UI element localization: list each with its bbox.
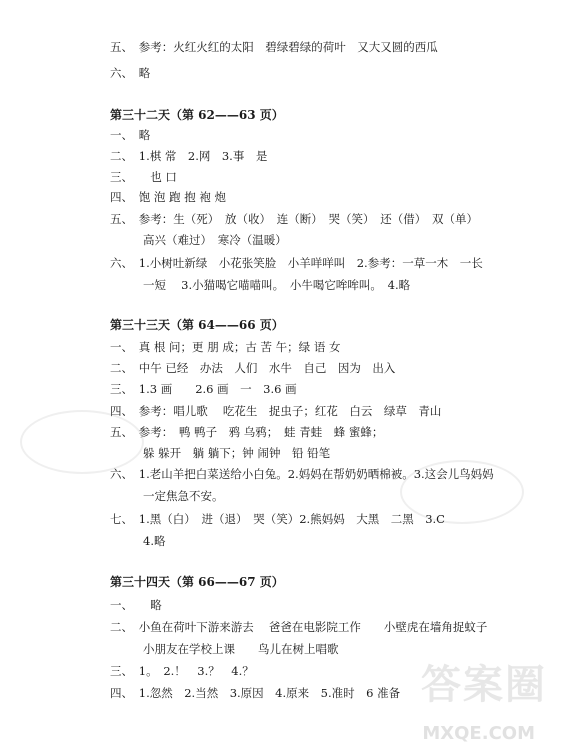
- day-33-q5-cont: 躲 躲开 躺 躺下；钟 闹钟 铅 铅笔: [143, 446, 331, 460]
- day-32-q5: 五、 参考：生（死） 放（收） 连（断） 哭（笑） 还（借） 双（单）: [110, 212, 478, 226]
- day-32-q3: 三、 也 口: [110, 170, 177, 184]
- day-34-heading: 第三十四天（第 66——67 页）: [110, 575, 284, 589]
- line-6-skip: 六、 略: [110, 66, 151, 80]
- day-33-q2: 二、 中午 已经 办法 人们 水牛 自己 因为 出入: [110, 361, 396, 375]
- watermark-stamp-right: [400, 460, 524, 524]
- day-32-q6: 六、 1.小树吐新绿 小花张笑脸 小羊咩咩叫 2.参考：一草一木 一长: [110, 256, 483, 270]
- day-33-q4: 四、 参考：唱儿歌 吃花生 捉虫子；红花 白云 绿草 青山: [110, 404, 442, 418]
- day-33-q7-cont: 4.略: [143, 534, 166, 548]
- day-34-q1: 一、 略: [110, 598, 162, 612]
- watermark-logo: 答案圈: [421, 662, 547, 708]
- day-32-q1: 一、 略: [110, 128, 151, 142]
- day-34-q3: 三、 1。 2.！ 3.？ 4.？: [110, 664, 254, 678]
- day-32-q2: 二、 1.棋 常 2.网 3.事 是: [110, 149, 268, 163]
- day-32-q6-cont: 一短 3.小猫喝它喵喵叫。 小牛喝它哞哞叫。 4.略: [143, 278, 411, 292]
- day-33-q6: 六、 1.老山羊把白菜送给小白兔。2.妈妈在帮奶奶晒棉被。3.这会儿鸟妈妈: [110, 467, 494, 481]
- line-5-adjectives: 五、 参考：火红火红的太阳 碧绿碧绿的荷叶 又大又圆的西瓜: [110, 40, 438, 54]
- day-34-q2-cont: 小朋友在学校上课 鸟儿在树上唱歌: [143, 642, 339, 656]
- day-33-q1: 一、 真 根 问；更 朋 成；古 苦 午；绿 语 女: [110, 340, 341, 354]
- day-32-heading: 第三十二天（第 62——63 页）: [110, 108, 284, 122]
- day-33-q6-cont: 一定焦急不安。: [143, 489, 224, 503]
- watermark-site: MXQE.COM: [422, 723, 535, 744]
- day-34-q2: 二、 小鱼在荷叶下游来游去 爸爸在电影院工作 小壁虎在墙角捉蚊子: [110, 620, 488, 634]
- day-32-q4: 四、 饱 泡 跑 抱 袍 炮: [110, 190, 227, 204]
- day-33-q3: 三、 1.3 画 2.6 画 一 3.6 画: [110, 382, 297, 396]
- day-33-q7: 七、 1.黑（白） 进（退） 哭（笑）2.熊妈妈 大黑 二黑 3.C: [110, 512, 445, 526]
- day-34-q4: 四、 1.忽然 2.当然 3.原因 4.原来 5.准时 6 准备: [110, 686, 401, 700]
- day-33-q5: 五、 参考： 鸭 鸭子 鸦 乌鸦； 蛙 青蛙 蜂 蜜蜂；: [110, 425, 384, 439]
- watermark-stamp-left: [20, 410, 144, 474]
- day-33-heading: 第三十三天（第 64——66 页）: [110, 318, 284, 332]
- day-32-q5-cont: 高兴（难过） 寒冷（温暖）: [143, 233, 287, 247]
